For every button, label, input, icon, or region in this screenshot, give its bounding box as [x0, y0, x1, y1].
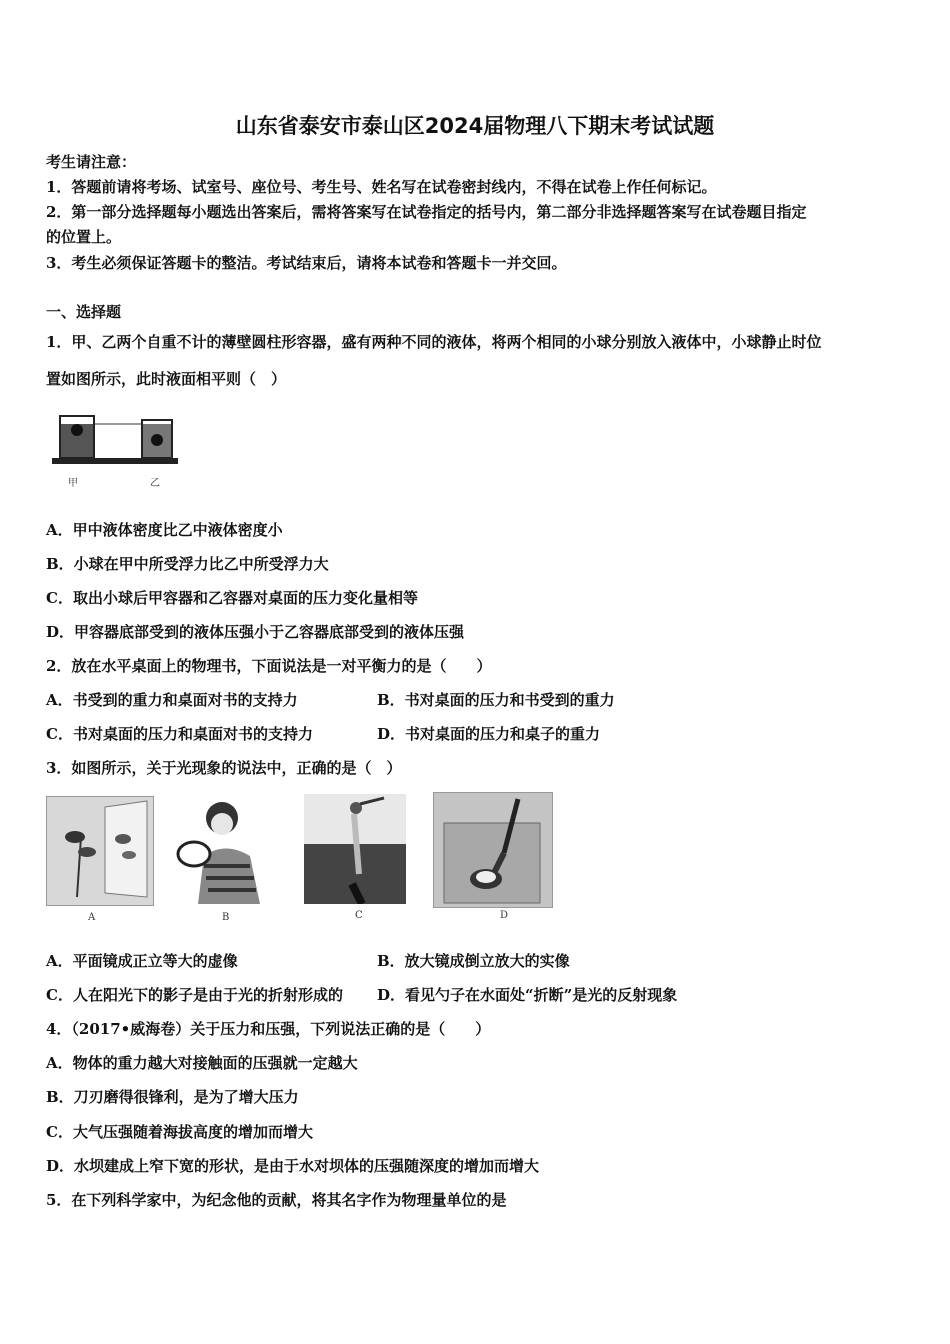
q2-stem: 2．放在水平桌面上的物理书，下面说法是一对平衡力的是（ ） [46, 657, 492, 675]
q2-option-c: C．书对桌面的压力和桌面对书的支持力 [46, 725, 313, 743]
q3-option-c: C．人在阳光下的影子是由于光的折射形成的 [46, 986, 343, 1004]
q2-option-b: B．书对桌面的压力和书受到的重力 [377, 691, 615, 709]
q3-stem: 3．如图所示，关于光现象的说法中，正确的是（ ） [46, 759, 402, 777]
q1-option-d: D．甲容器底部受到的液体压强小于乙容器底部受到的液体压强 [46, 623, 465, 641]
page-title: 山东省泰安市泰山区2024届物理八下期末考试试题 [235, 114, 715, 138]
q1-stem-line2: 置如图所示，此时液面相平则（ ） [46, 370, 287, 388]
q3-photo-d-spoon-water [433, 792, 553, 908]
q4-option-b: B．刀刃磨得很锋利，是为了增大压力 [46, 1088, 299, 1106]
notice-item-2-cont: 的位置上。 [46, 228, 122, 246]
q1-option-a: A．甲中液体密度比乙中液体密度小 [46, 521, 283, 539]
notice-heading: 考生请注意： [46, 153, 137, 171]
q1-figure-containers [52, 410, 182, 470]
q5-stem: 5．在下列科学家中，为纪念他的贡献，将其名字作为物理量单位的是 [46, 1191, 507, 1209]
notice-item-2: 2．第一部分选择题每小题选出答案后，需将答案写在试卷指定的括号内，第二部分非选择题答案写在试卷题目指定 [46, 203, 807, 221]
q1-option-b: B．小球在甲中所受浮力比乙中所受浮力大 [46, 555, 329, 573]
q2-option-a: A．书受到的重力和桌面对书的支持力 [46, 691, 298, 709]
q3-fig-label-b: B [222, 912, 230, 923]
q3-fig-label-d: D [500, 910, 509, 921]
q3-fig-label-a: A [88, 912, 96, 923]
q3-photo-b-magnifier [170, 796, 280, 904]
q1-option-c: C．取出小球后甲容器和乙容器对桌面的压力变化量相等 [46, 589, 418, 607]
q3-photo-a-plant-mirror [46, 796, 154, 906]
q4-option-d: D．水坝建成上窄下宽的形状，是由于水对坝体的压强随深度的增加而增大 [46, 1157, 540, 1175]
q3-photo-c-shadow [304, 794, 406, 904]
q1-fig-label-jia: 甲 [68, 478, 78, 489]
q1-fig-label-yi: 乙 [150, 478, 160, 489]
q4-option-a: A．物体的重力越大对接触面的压强就一定越大 [46, 1054, 358, 1072]
q1-stem-line1: 1．甲、乙两个自重不计的薄壁圆柱形容器，盛有两种不同的液体，将两个相同的小球分别放入液体中，小球静止时位 [46, 333, 822, 351]
q3-option-d: D．看见勺子在水面处“折断”是光的反射现象 [377, 986, 678, 1004]
q4-stem: 4．（2017•威海卷）关于压力和压强，下列说法正确的是（ ） [46, 1020, 491, 1038]
notice-item-1: 1．答题前请将考场、试室号、座位号、考生号、姓名写在试卷密封线内，不得在试卷上作任何标记。 [46, 178, 717, 196]
q3-option-a: A．平面镜成正立等大的虚像 [46, 952, 238, 970]
q3-fig-label-c: C [355, 910, 363, 921]
q3-option-b: B．放大镜成倒立放大的实像 [377, 952, 570, 970]
section-heading: 一、选择题 [46, 303, 122, 321]
notice-item-3: 3．考生必须保证答题卡的整洁。考试结束后，请将本试卷和答题卡一并交回。 [46, 254, 567, 272]
q4-option-c: C．大气压强随着海拔高度的增加而增大 [46, 1123, 313, 1141]
q2-option-d: D．书对桌面的压力和桌子的重力 [377, 725, 601, 743]
